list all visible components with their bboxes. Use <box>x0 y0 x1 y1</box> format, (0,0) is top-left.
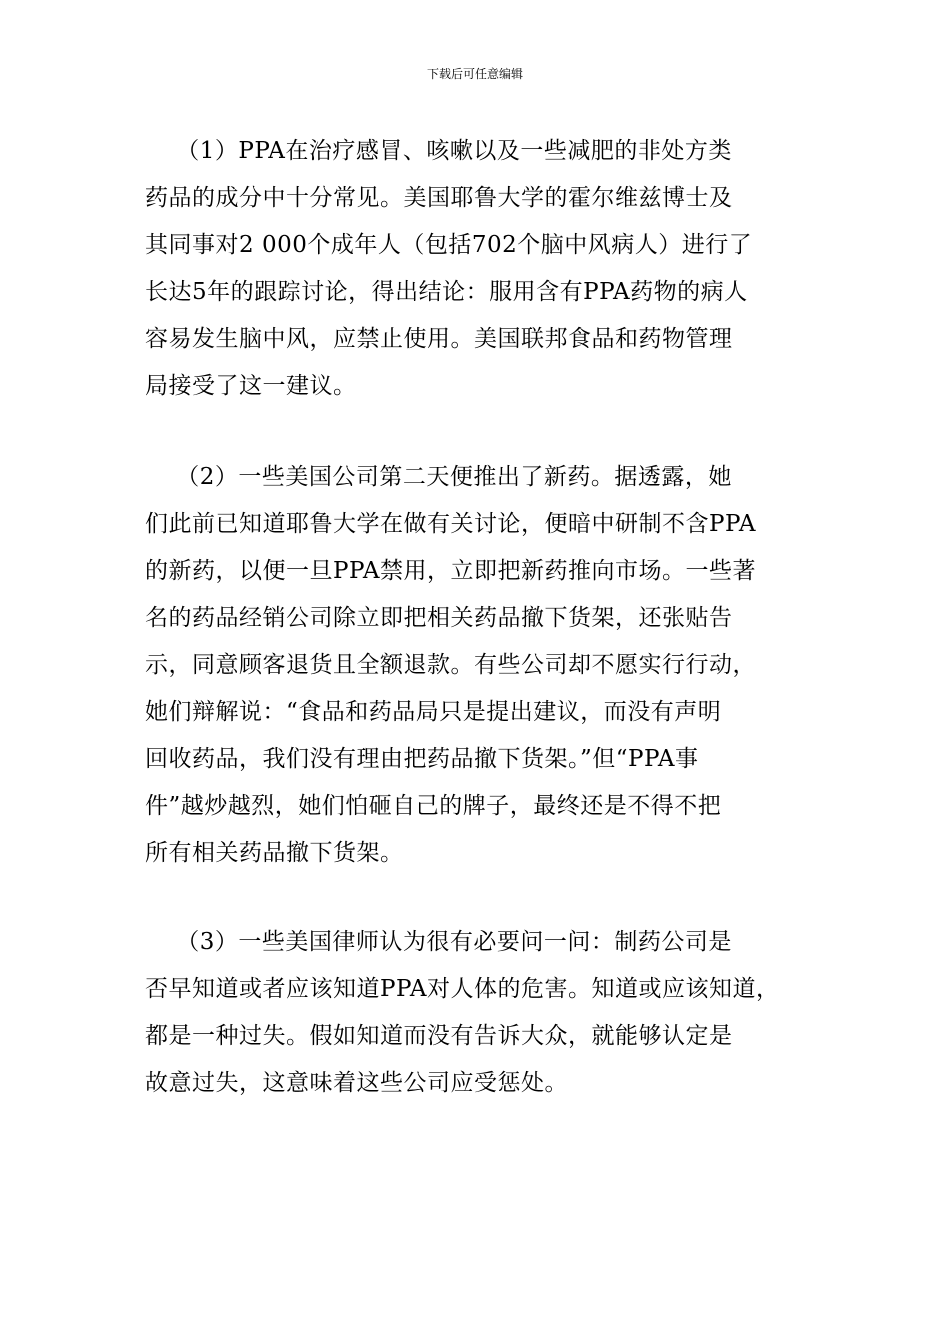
text-line: 件”越炒越烈，她们怕砸自己的牌子，最终还是不得不把 <box>145 793 722 819</box>
text-line: 都是一种过失。假如知道而没有告诉大众，就能够认定是 <box>145 1023 733 1049</box>
text-line: 局接受了这一建议。 <box>145 373 357 399</box>
text-line: 故意过失，这意味着这些公司应受惩处。 <box>145 1070 568 1096</box>
page-header: 下载后可任意编辑 <box>426 67 523 81</box>
text-line: 们此前已知道耶鲁大学在做有关讨论，便暗中研制不含PPA <box>145 511 756 537</box>
text-line: （1）PPA在治疗感冒、咳嗽以及一些减肥的非处方类 <box>145 138 732 164</box>
text-line: 其同事对2 000个成年人（包括702个脑中风病人）进行了 <box>145 232 753 258</box>
text-line: 长达5年的跟踪讨论，得出结论：服用含有PPA药物的病人 <box>145 279 748 305</box>
paragraph-1 <box>145 128 845 410</box>
text-line: 她们辩解说：“食品和药品局只是提出建议，而没有声明 <box>145 699 722 725</box>
text-line: 容易发生脑中风，应禁止使用。美国联邦食品和药物管理 <box>145 326 733 352</box>
text-line: 名的药品经销公司除立即把相关药品撤下货架，还张贴告 <box>145 605 733 631</box>
text-line: （2）一些美国公司第二天便推出了新药。据透露，她 <box>145 464 732 490</box>
text-line: 所有相关药品撤下货架。 <box>145 840 404 866</box>
text-line: 否早知道或者应该知道PPA对人体的危害。知道或应该知道， <box>145 976 780 1002</box>
paragraph-3 <box>145 919 845 1107</box>
text-line: 回收药品，我们没有理由把药品撤下货架。”但“PPA事 <box>145 746 699 772</box>
text-line: （3）一些美国律师认为很有必要问一问：制药公司是 <box>145 929 732 955</box>
paragraph-2 <box>145 454 845 877</box>
text-line: 的新药，以便一旦PPA禁用，立即把新药推向市场。一些著 <box>145 558 756 584</box>
text-line: 药品的成分中十分常见。美国耶鲁大学的霍尔维兹博士及 <box>145 185 733 211</box>
text-line: 示，同意顾客退货且全额退款。有些公司却不愿实行行动， <box>145 652 756 678</box>
